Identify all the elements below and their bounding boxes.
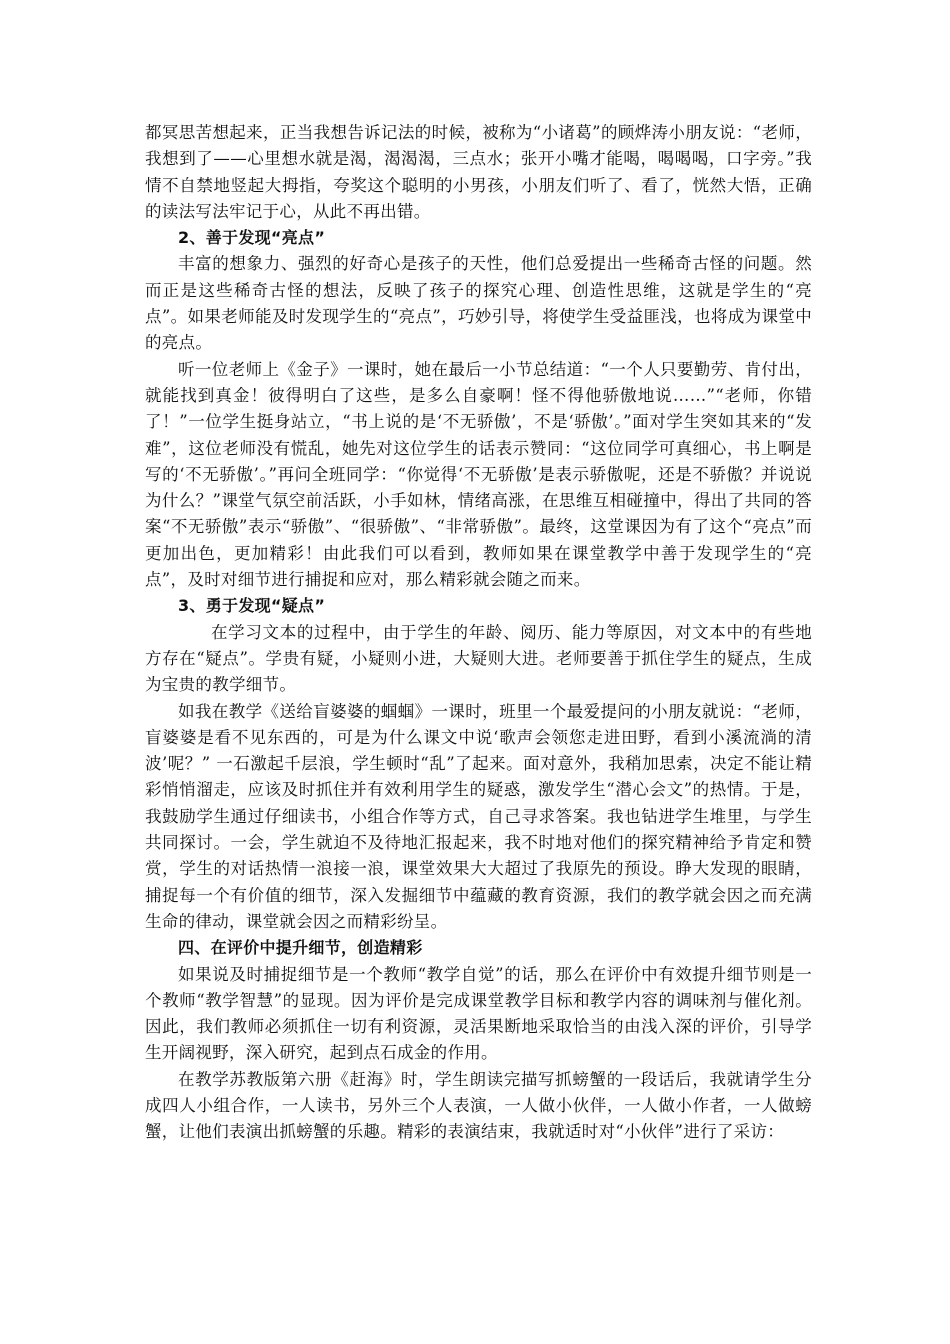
section-heading-doubts: 3、勇于发现“疑点” [178, 596, 326, 616]
paragraph-7: 在教学苏教版第六册《赶海》时，学生朗读完描写抓螃蟹的一段话后，我就请学生分成四人小组合作，一人读书，另外三个人表演，一人做小伙伴，一人做小作者，一人做螃蟹，让他们表演出抓螃蟹的乐趣。精彩的表演结束，我就适时对“小伙伴”进行了采访： [145, 1069, 812, 1142]
paragraph-2: 丰富的想象力、强烈的好奇心是孩子的天性，他们总爱提出一些稀奇古怪的问题。然而正是这些稀奇古怪的想法，反映了孩子的探究心理、创造性思维，这就是学生的“亮点”。如果老师能及时发现学生的“亮点”，巧妙引导，将使学生受益匪浅，也将成为课堂中的亮点。 [145, 254, 812, 353]
paragraph-3: 听一位老师上《金子》一课时，她在最后一小节总结道：“一个人只要勤劳、肯付出，就能找到真金！彼得明白了这些，是多么自豪啊！怪不得他骄傲地说……”“老师，你错了！”一位学生挺身站立，“书上说的是‘不无骄傲’，不是‘骄傲’。”面对学生突如其来的“发难”，这位老师没有慌乱，她先对这位学生的话表示赞同：“这位同学可真细心，书上啊是写的‘不无骄傲’。”再问全班同学：“你觉得‘不无骄傲’是表示骄傲呢，还是不骄傲？并说说为什么？”课堂气氛空前活跃，小手如林，情绪高涨，在思维互相碰撞中，得出了共同的答案“不无骄傲”表示“骄傲”、“很骄傲”、“非常骄傲”。最终，这堂课因为有了这个“亮点”而更加出色，更加精彩！由此我们可以看到，教师如果在课堂教学中善于发现学生的“亮点”，及时对细节进行捕捉和应对，那么精彩就会随之而来。 [145, 359, 812, 590]
section-heading-highlights: 2、善于发现“亮点” [178, 228, 326, 248]
section-heading-evaluation: 四、在评价中提升细节，创造精彩 [178, 938, 423, 958]
document-page [145, 120, 812, 1146]
paragraph-1: 都冥思苦想起来，正当我想告诉记法的时候，被称为“小诸葛”的顾烨涛小朋友说：“老师，我想到了——心里想水就是渴，渴渴渴，三点水；张开小嘴才能喝，喝喝喝，口字旁。”我情不自禁地竖起大拇指，夸奖这个聪明的小男孩，小朋友们听了、看了，恍然大悟，正确的读法写法牢记于心，从此不再出错。 [145, 123, 812, 221]
paragraph-5: 如我在教学《送给盲婆婆的蝈蝈》一课时，班里一个最爱提问的小朋友就说：“老师，盲婆婆是看不见东西的，可是为什么课文中说‘歌声会领您走进田野，看到小溪流淌的清波’呢？” 一石激起千层浪，学生顿时“乱”了起来。面对意外，我稍加思索，决定不能让精彩悄悄溜走，应该及时抓住并有效利用学生的疑惑，激发学生“潜心会文”的热情。于是，我鼓励学生通过仔细读书，小组合作等方式，自己寻求答案。我也钻进学生堆里，与学生共同探讨。一会，学生就迫不及待地汇报起来，我不时地对他们的探究精神给予肯定和赞赏，学生的对话热情一浪接一浪，课堂效果大大超过了我原先的预设。睁大发现的眼睛，捕捉每一个有价值的细节，深入发掘细节中蕴藏的教育资源，我们的教学就会因之而充满生命的律动，课堂就会因之而精彩纷呈。 [145, 701, 812, 931]
paragraph-4: 在学习文本的过程中，由于学生的年龄、阅历、能力等原因，对文本中的有些地方存在“疑点”。学贵有疑，小疑则小进，大疑则大进。老师要善于抓住学生的疑点，生成为宝贵的教学细节。 [145, 622, 812, 695]
paragraph-6: 如果说及时捕捉细节是一个教师“教学自觉”的话，那么在评价中有效提升细节则是一个教师“教学智慧”的显现。因为评价是完成课堂教学目标和教学内容的调味剂与催化剂。因此，我们教师必须抓住一切有利资源，灵活果断地采取恰当的由浅入深的评价，引导学生开阔视野，深入研究，起到点石成金的作用。 [145, 964, 812, 1063]
